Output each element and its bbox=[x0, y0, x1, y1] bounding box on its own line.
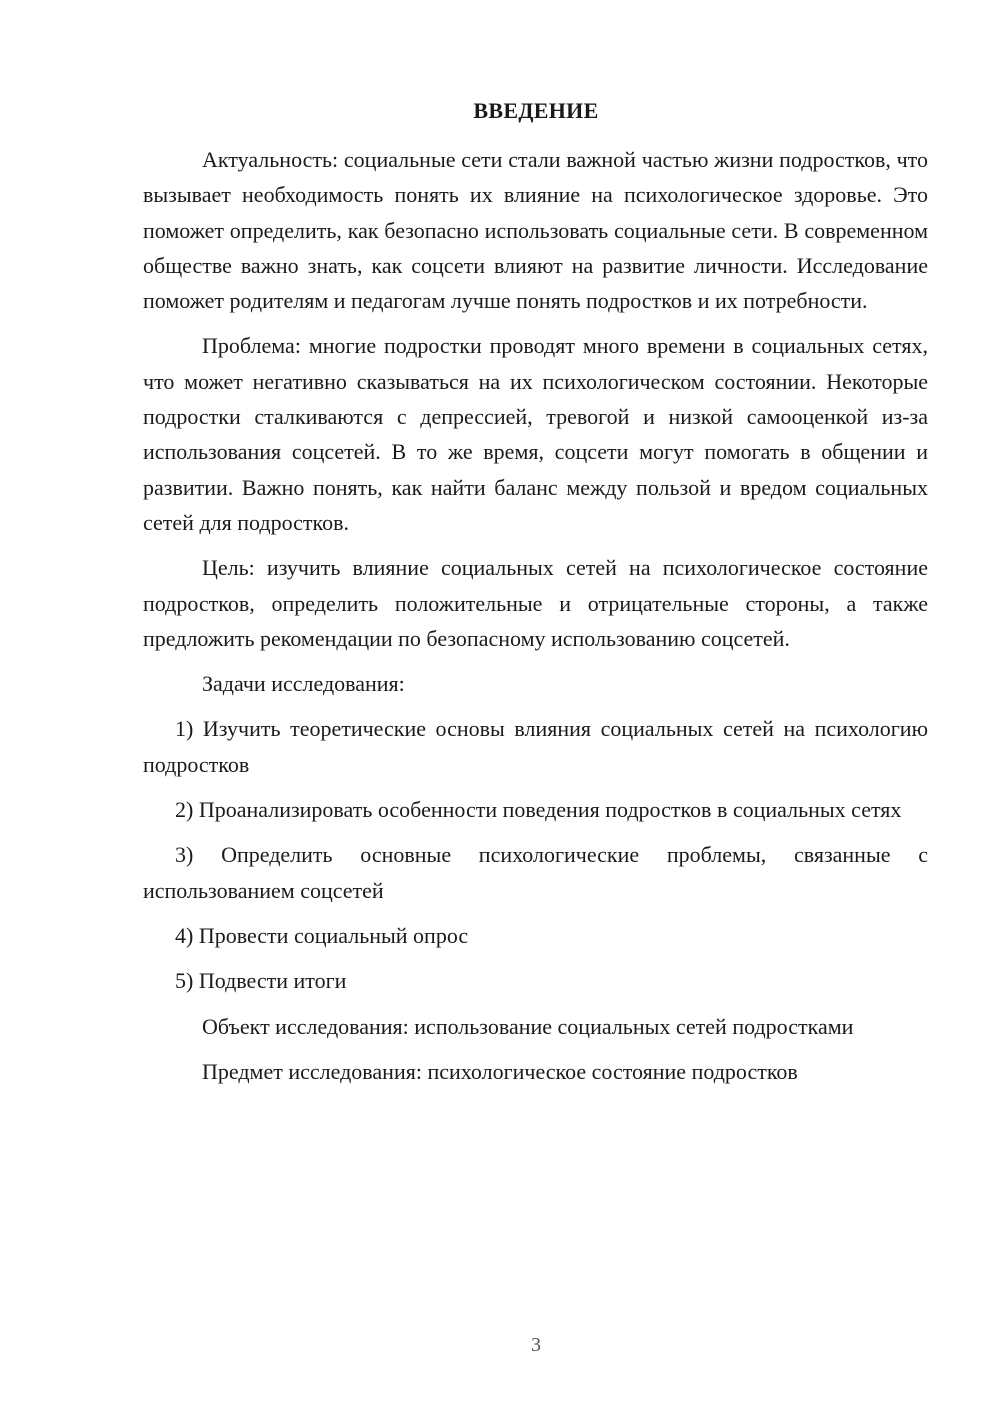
task-number: 2) bbox=[175, 797, 194, 823]
task-number: 5) bbox=[175, 968, 194, 994]
paragraph-problem: Проблема: многие подростки проводят много времени в социальных сетях, что может негативно сказываться на их психологическом состоянии. Некоторые подростки сталкиваются с депрессией, тревогой и низкой самооценкой из-за использования соцсетей. В то же время, соцсети могут помогать в общении и развитии. Важно понять, как найти баланс между пользой и вредом социальных сетей для подростков. bbox=[143, 333, 928, 535]
task-text: Изучить теоретические основы влияния социальных сетей на психологию подростков bbox=[143, 716, 929, 777]
task-number: 3) bbox=[175, 842, 194, 868]
task-text: Провести социальный опрос bbox=[198, 922, 469, 948]
paragraph-goal: Цель: изучить влияние социальных сетей на психологическое состояние подростков, определить положительные и отрицательные стороны, а также предложить рекомендации по безопасному использованию соцсетей. bbox=[143, 555, 928, 651]
task-number: 1) bbox=[175, 716, 194, 742]
task-text: Подвести итоги bbox=[198, 968, 347, 994]
task-item bbox=[143, 711, 928, 782]
task-item bbox=[143, 837, 928, 908]
task-item bbox=[143, 918, 928, 953]
task-item bbox=[143, 792, 928, 827]
paragraph-tasks-heading: Задачи исследования: bbox=[202, 671, 405, 697]
page-title: ВВЕДЕНИЕ bbox=[473, 98, 599, 123]
page-number: 3 bbox=[531, 1334, 541, 1356]
task-item bbox=[143, 963, 928, 998]
paragraph-relevance: Актуальность: социальные сети стали важной частью жизни подростков, что вызывает необходимость понять их влияние на психологическое здоровье. Это поможет определить, как безопасно использовать социальные сети. В современном обществе важно знать, как соцсети влияют на развитие личности. Исследование поможет родителям и педагогам лучше понять подростков и их потребности. bbox=[143, 147, 928, 314]
task-text: Проанализировать особенности поведения подростков в социальных сетях bbox=[198, 797, 902, 823]
task-text: Определить основные психологические проблемы, связанные с использованием соцсетей bbox=[143, 842, 928, 903]
document-body bbox=[143, 142, 928, 1099]
paragraph-object: Объект исследования: использование социальных сетей подростками bbox=[202, 1013, 854, 1039]
task-number: 4) bbox=[175, 922, 194, 948]
paragraph-subject: Предмет исследования: психологическое состояние подростков bbox=[202, 1058, 798, 1084]
